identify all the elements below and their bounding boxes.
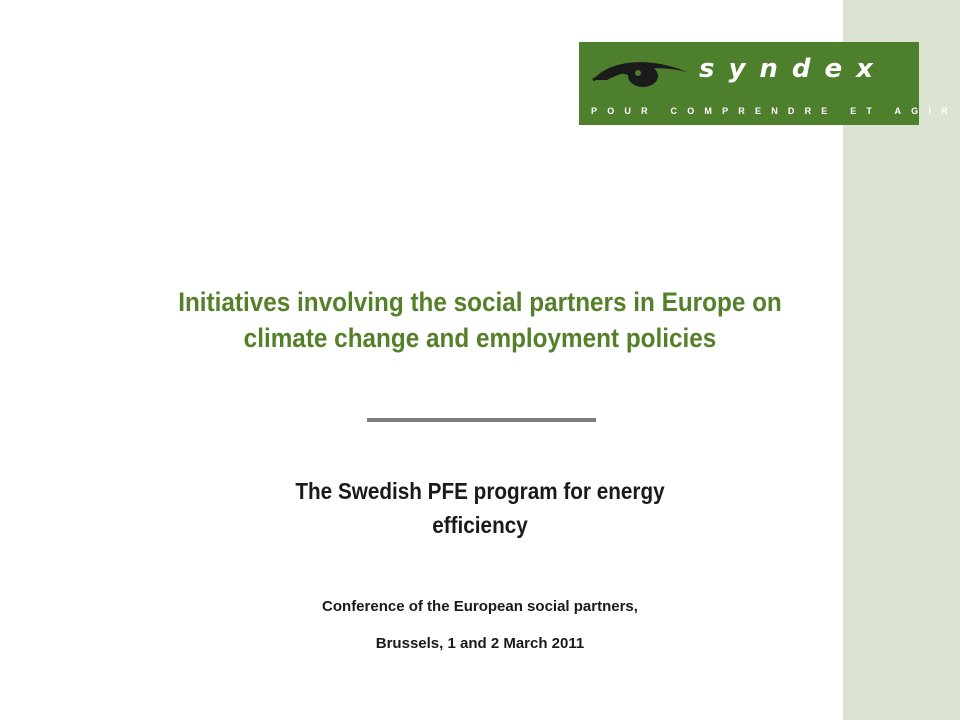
logo-tagline: POUR COMPRENDRE ET AGIR: [591, 106, 958, 116]
logo-wordmark: syndex: [699, 54, 887, 84]
slide-title: Initiatives involving the social partners in Europe on climate change and employment policies: [178, 287, 782, 353]
conference-date-place: Brussels, 1 and 2 March 2011: [375, 635, 585, 652]
subtitle-line-2: efficiency: [432, 512, 528, 538]
subtitle-line-1: The Swedish PFE program for energy: [295, 478, 665, 504]
slide-subtitle: [210, 474, 750, 542]
syndex-logo: [579, 42, 958, 125]
eye-logo-icon: [587, 54, 695, 94]
conference-name: Conference of the European social partners,: [322, 598, 638, 615]
title-divider: [367, 418, 596, 422]
